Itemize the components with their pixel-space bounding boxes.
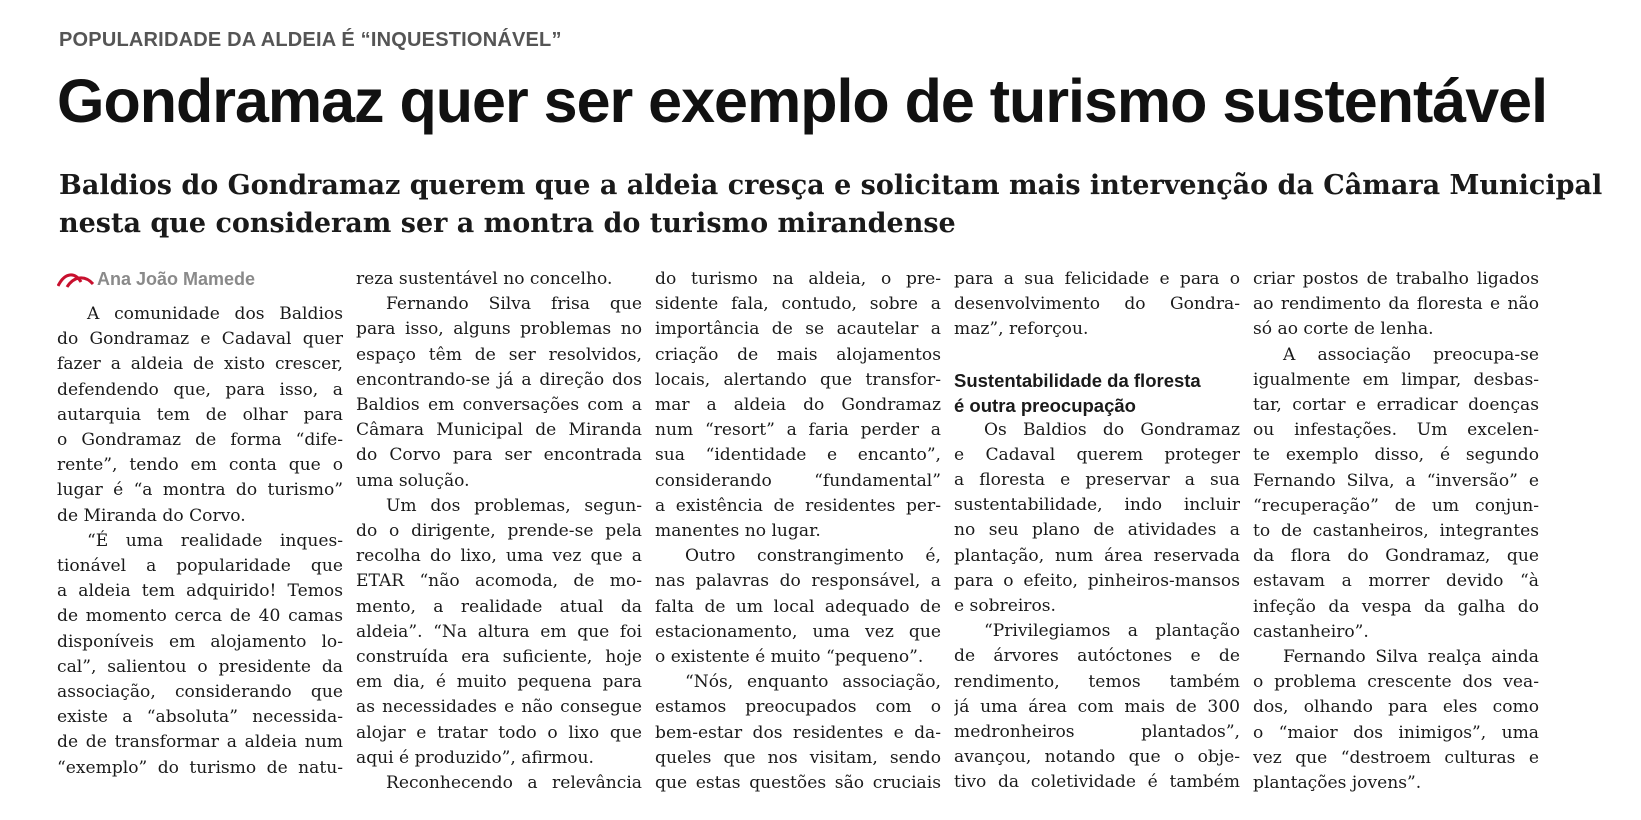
text-line: recolha do lixo, uma vez que a xyxy=(356,546,642,567)
text-line: Reconhecendo a relevância xyxy=(386,773,642,794)
text-line: “É uma realidade inques- xyxy=(87,530,343,551)
text-line: considerando “fundamental” xyxy=(655,470,941,491)
author-name: Ana João Mamede xyxy=(97,268,256,289)
text-line: estacionamento, uma vez que xyxy=(655,621,941,642)
text-line: em dia, é muito pequena para xyxy=(356,672,642,693)
text-line: manentes no lugar. xyxy=(655,521,821,542)
text-line: Câmara Municipal de Miranda xyxy=(356,420,642,441)
text-line: já uma área com mais de 300 xyxy=(954,696,1240,717)
text-line: “Privilegiamos a plantação xyxy=(984,621,1240,642)
text-line: ETAR “não acomoda, de mo- xyxy=(356,571,642,592)
text-line: disponíveis em alojamento lo- xyxy=(57,631,343,652)
text-line: de Miranda do Corvo. xyxy=(57,505,246,526)
text-line: Fernando Silva frisa que xyxy=(386,294,642,315)
text-line: aqui é produzido”, afirmou. xyxy=(356,747,594,768)
deck: Baldios do Gondramaz querem que a aldeia cresça e solicitam mais intervenção da Câmara Municipal nesta que consideram ser a montra do turismo mirandense xyxy=(59,170,1603,239)
text-line: sustentabilidade, indo incluir xyxy=(954,495,1240,516)
text-line: te exemplo disso, é segundo xyxy=(1253,445,1539,466)
text-line: de momento cerca de 40 camas xyxy=(57,606,343,627)
text-line: plantação, num área reservada xyxy=(954,545,1240,566)
text-line: ou infestações. Um excelen- xyxy=(1253,420,1539,441)
text-line: a floresta e preservar a sua xyxy=(954,470,1240,491)
text-line: dos, olhando para eles como xyxy=(1253,697,1539,718)
text-line: “Nós, enquanto associação, xyxy=(685,672,941,693)
text-line: autarquia tem de olhar para xyxy=(57,404,343,425)
text-line: criar postos de trabalho ligados xyxy=(1253,269,1539,289)
text-line: mento, a realidade atual da xyxy=(356,596,642,617)
text-line: Fernando Silva realça ainda xyxy=(1283,647,1539,668)
text-line: avançou, notando que o obje- xyxy=(954,747,1240,768)
text-line: vez que “destroem culturas e xyxy=(1253,747,1539,768)
text-line: do Corvo para ser encontrada xyxy=(356,445,642,466)
text-line: locais, alertando que transfor- xyxy=(655,369,941,390)
text-line: só ao corte de lenha. xyxy=(1253,319,1434,340)
text-line: estamos preocupados com o xyxy=(655,697,941,718)
text-line: sidente fala, contudo, sobre a xyxy=(655,294,941,315)
text-line: A comunidade dos Baldios xyxy=(87,304,343,324)
text-line: existe a “absoluta” necessida- xyxy=(57,707,343,728)
text-line: construída era suficiente, hoje xyxy=(356,647,642,668)
text-line: alojar e tratar todo o lixo que xyxy=(356,722,642,743)
text-line: desenvolvimento do Gondra- xyxy=(954,294,1240,315)
text-line: Os Baldios do Gondramaz xyxy=(984,419,1240,440)
text-line: castanheiro”. xyxy=(1253,621,1369,642)
text-line: reza sustentável no concelho. xyxy=(356,269,613,289)
text-line: Fernando Silva, a “inversão” e xyxy=(1253,470,1539,491)
text-line: a existência de residentes per- xyxy=(655,495,941,516)
text-line: e sobreiros. xyxy=(954,596,1056,617)
subheading xyxy=(954,368,1240,418)
text-line: lugar é “a montra do turismo” xyxy=(57,480,343,501)
text-line: rente”, tendo em conta que o xyxy=(57,455,343,476)
text-line: do o dirigente, prende-se pela xyxy=(356,521,642,542)
text-line: fazer a aldeia de xisto crescer, xyxy=(57,354,343,375)
text-line: para isso, alguns problemas no xyxy=(356,319,642,340)
text-line: do Gondramaz e Cadaval quer xyxy=(57,329,343,350)
text-line: bem-estar dos residentes e da- xyxy=(655,722,941,743)
text-line: nas palavras do responsável, a xyxy=(655,571,941,592)
text-line: para a sua felicidade e para o xyxy=(954,269,1240,289)
text-line: associação, considerando que xyxy=(57,682,343,703)
text-line: a aldeia tem adquirido! Temos xyxy=(57,581,343,602)
text-line: medronheiros plantados”, xyxy=(954,722,1240,743)
text-line: espaço têm de ser resolvidos, xyxy=(356,344,642,365)
text-line: encontrando-se já a direção dos xyxy=(356,369,642,390)
text-line: criação de mais alojamentos xyxy=(655,344,941,365)
headline: Gondramaz quer ser exemplo de turismo sustentável xyxy=(57,67,1548,135)
column-4 xyxy=(954,267,1240,796)
text-line: queles que nos visitam, sendo xyxy=(655,747,941,768)
text-line: para o efeito, pinheiros-mansos xyxy=(954,570,1240,591)
text-line: A associação preocupa-se xyxy=(1283,344,1539,365)
subheading-line: é outra preocupação xyxy=(954,394,1136,416)
text-line: ao rendimento da floresta e não xyxy=(1253,294,1539,315)
text-line: o existente é muito “pequeno”. xyxy=(655,647,924,668)
text-line: Um dos problemas, segun- xyxy=(386,495,642,516)
text-line: “recuperação” de um conjun- xyxy=(1253,495,1539,516)
text-line: de de transformar a aldeia num xyxy=(57,732,343,753)
column-1 xyxy=(57,267,343,781)
text-line: uma solução. xyxy=(356,470,470,491)
text-line: aldeia”. “Na altura em que foi xyxy=(356,621,642,642)
text-line: cal”, salientou o presidente da xyxy=(57,656,343,677)
text-line: tionável a popularidade que xyxy=(57,556,343,577)
text-line: falta de um local adequado de xyxy=(655,596,941,617)
column-2 xyxy=(356,267,642,796)
byline xyxy=(57,267,343,292)
text-line: estavam a morrer devido “à xyxy=(1253,571,1539,592)
text-line: o “maior dos inimigos”, uma xyxy=(1253,722,1539,743)
column-3 xyxy=(655,267,941,796)
text-line: Outro constrangimento é, xyxy=(685,546,941,567)
subheading-line: Sustentabilidade da floresta xyxy=(954,369,1201,391)
text-line: as necessidades e não consegue xyxy=(356,697,642,718)
text-line: o Gondramaz de forma “dife- xyxy=(57,430,343,451)
text-line: do turismo na aldeia, o pre- xyxy=(655,269,941,289)
text-line: “exemplo” do turismo de natu- xyxy=(57,757,343,778)
column-1-text xyxy=(57,302,343,781)
text-line: mar a aldeia do Gondramaz xyxy=(655,395,941,416)
text-line: plantações jovens”. xyxy=(1253,773,1422,794)
text-line: to de castanheiros, integrantes xyxy=(1253,521,1539,542)
text-line: da flora do Gondramaz, que xyxy=(1253,546,1539,567)
text-line: infeção da vespa da galha do xyxy=(1253,596,1539,617)
text-line: igualmente em limpar, desbas- xyxy=(1253,369,1539,390)
text-line: sua “identidade e encanto”, xyxy=(655,445,941,466)
wave-logo-icon xyxy=(57,270,95,290)
column-5 xyxy=(1253,267,1539,796)
text-line: tivo da coletividade é também xyxy=(954,772,1240,793)
text-line: o problema crescente dos vea- xyxy=(1253,672,1539,693)
text-line: maz”, reforçou. xyxy=(954,319,1089,340)
text-line: importância de se acautelar a xyxy=(655,319,941,340)
text-line: que estas questões são cruciais xyxy=(655,773,941,794)
text-line: defendendo que, para isso, a xyxy=(57,379,343,400)
kicker: POPULARIDADE DA ALDEIA É “INQUESTIONÁVEL” xyxy=(59,29,562,51)
text-line: de árvores autóctones e de xyxy=(954,646,1240,667)
text-line: tar, cortar e erradicar doenças xyxy=(1253,395,1539,416)
text-line: e Cadaval querem proteger xyxy=(954,444,1240,465)
text-line: rendimento, temos também xyxy=(954,671,1240,692)
text-line: no seu plano de atividades a xyxy=(954,520,1240,541)
text-line: Baldios em conversações com a xyxy=(356,395,642,416)
text-line: num “resort” a faria perder a xyxy=(655,420,941,441)
